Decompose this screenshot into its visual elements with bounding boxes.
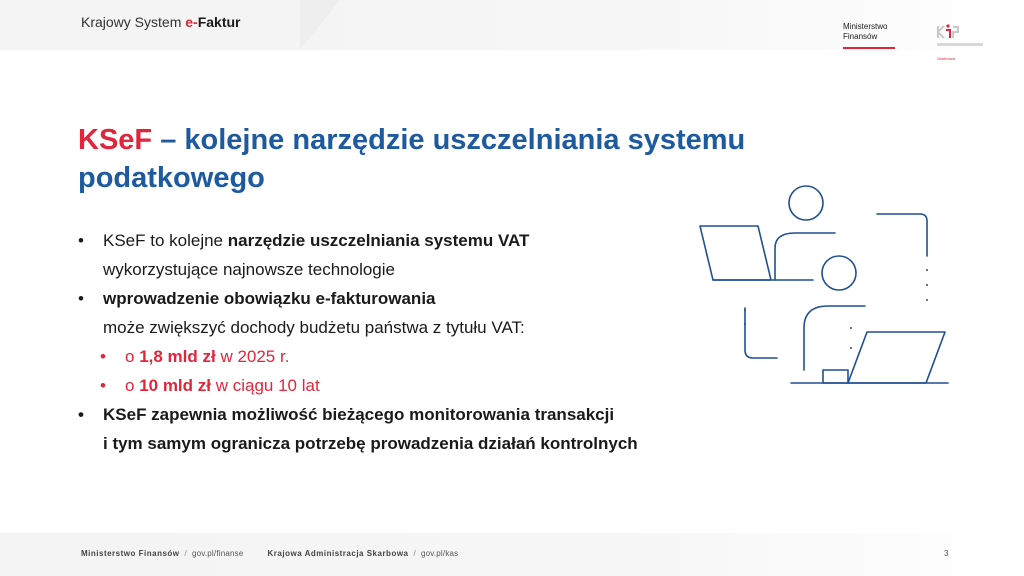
footer-separator: / xyxy=(413,549,416,558)
laptop-front-screen-icon xyxy=(848,332,945,383)
person-back-head-icon xyxy=(789,186,823,220)
sub-bullet-1-pre: o xyxy=(125,347,140,366)
bullet-list xyxy=(78,226,738,458)
footer-org-mf: Ministerstwo Finansów xyxy=(81,549,180,558)
sub-bullet-1-post: w 2025 r. xyxy=(215,347,290,366)
slide-title-rest: – kolejne narzędzie uszczelniania systemu podatkowego xyxy=(78,124,746,194)
bullet-text xyxy=(103,226,738,255)
bullet-1-line2: wykorzystujące najnowsze technologie xyxy=(103,260,395,279)
footer xyxy=(81,549,458,558)
slide-title-ksef: KSeF xyxy=(78,124,153,156)
bullet-item xyxy=(78,400,738,458)
dot-decoration xyxy=(850,347,852,349)
sub-bullet-2-bold: 10 mld zł xyxy=(139,376,211,395)
brand-prefix: Krajowy System xyxy=(81,14,186,30)
brand-e: e- xyxy=(185,14,198,30)
people-at-laptops-illustration xyxy=(695,178,955,390)
ministry-logo xyxy=(843,22,895,49)
ministry-logo-line2: Finansów xyxy=(843,32,878,41)
sub-bullet-item xyxy=(78,371,738,400)
bullet-2-line2: może zwiększyć dochody budżetu państwa z tytułu VAT: xyxy=(103,318,525,337)
page-number: 3 xyxy=(944,549,949,558)
sub-bullet-2-pre: o xyxy=(125,376,140,395)
ministry-logo-line1: Ministerstwo xyxy=(843,22,888,31)
laptop-front-hinge-icon xyxy=(823,370,848,383)
brand-faktur: Faktur xyxy=(197,14,241,30)
bullet-1-bold: narzędzie uszczelniania systemu VAT xyxy=(227,231,530,250)
bullet-dot: • xyxy=(78,405,84,424)
dot-decoration xyxy=(850,327,852,329)
person-front-head-icon xyxy=(822,256,856,290)
footer-org-kas: Krajowa Administracja Skarbowa xyxy=(267,549,409,558)
dot-decoration xyxy=(926,269,928,271)
footer-link-kas[interactable]: gov.pl/kas xyxy=(420,549,459,558)
bullet-3-line2: i tym samym ogranicza potrzebę prowadzenia działań kontrolnych xyxy=(103,434,638,453)
bullet-item xyxy=(78,226,738,284)
ministry-logo-bar xyxy=(843,47,895,49)
brand-title xyxy=(81,14,241,30)
dot-decoration xyxy=(926,284,928,286)
sub-bullet-1-bold: 1,8 mld zł xyxy=(139,347,216,366)
bullet-1-pre: KSeF to kolejne xyxy=(103,231,228,250)
bullet-dot: • xyxy=(78,231,84,250)
dot-decoration xyxy=(744,323,746,325)
slide-title xyxy=(78,121,778,197)
sub-bullet-2-post: w ciągu 10 lat xyxy=(211,376,320,395)
sub-bullet-item xyxy=(78,342,738,371)
bullet-3-line1: KSeF zapewnia możliwość bieżącego monitorowania transakcji xyxy=(103,405,615,424)
person-back-body-icon xyxy=(775,233,835,280)
dot-decoration xyxy=(744,309,746,311)
bullet-item xyxy=(78,284,738,342)
frame-top-right-icon xyxy=(877,214,927,256)
bullet-dot: • xyxy=(78,289,84,308)
sub-bullet-dot: • xyxy=(100,376,106,395)
header-slant-decoration xyxy=(300,0,340,50)
bullet-2-bold: wprowadzenie obowiązku e-fakturowania xyxy=(103,289,436,308)
laptop-back-screen-icon xyxy=(700,226,771,280)
footer-link-finanse[interactable]: gov.pl/finanse xyxy=(191,549,244,558)
frame-bottom-left-icon xyxy=(745,308,777,358)
sub-bullet-dot: • xyxy=(100,347,106,366)
kas-logo-caption: Skarbowa xyxy=(937,56,955,61)
footer-separator: / xyxy=(184,549,187,558)
dot-decoration xyxy=(926,299,928,301)
